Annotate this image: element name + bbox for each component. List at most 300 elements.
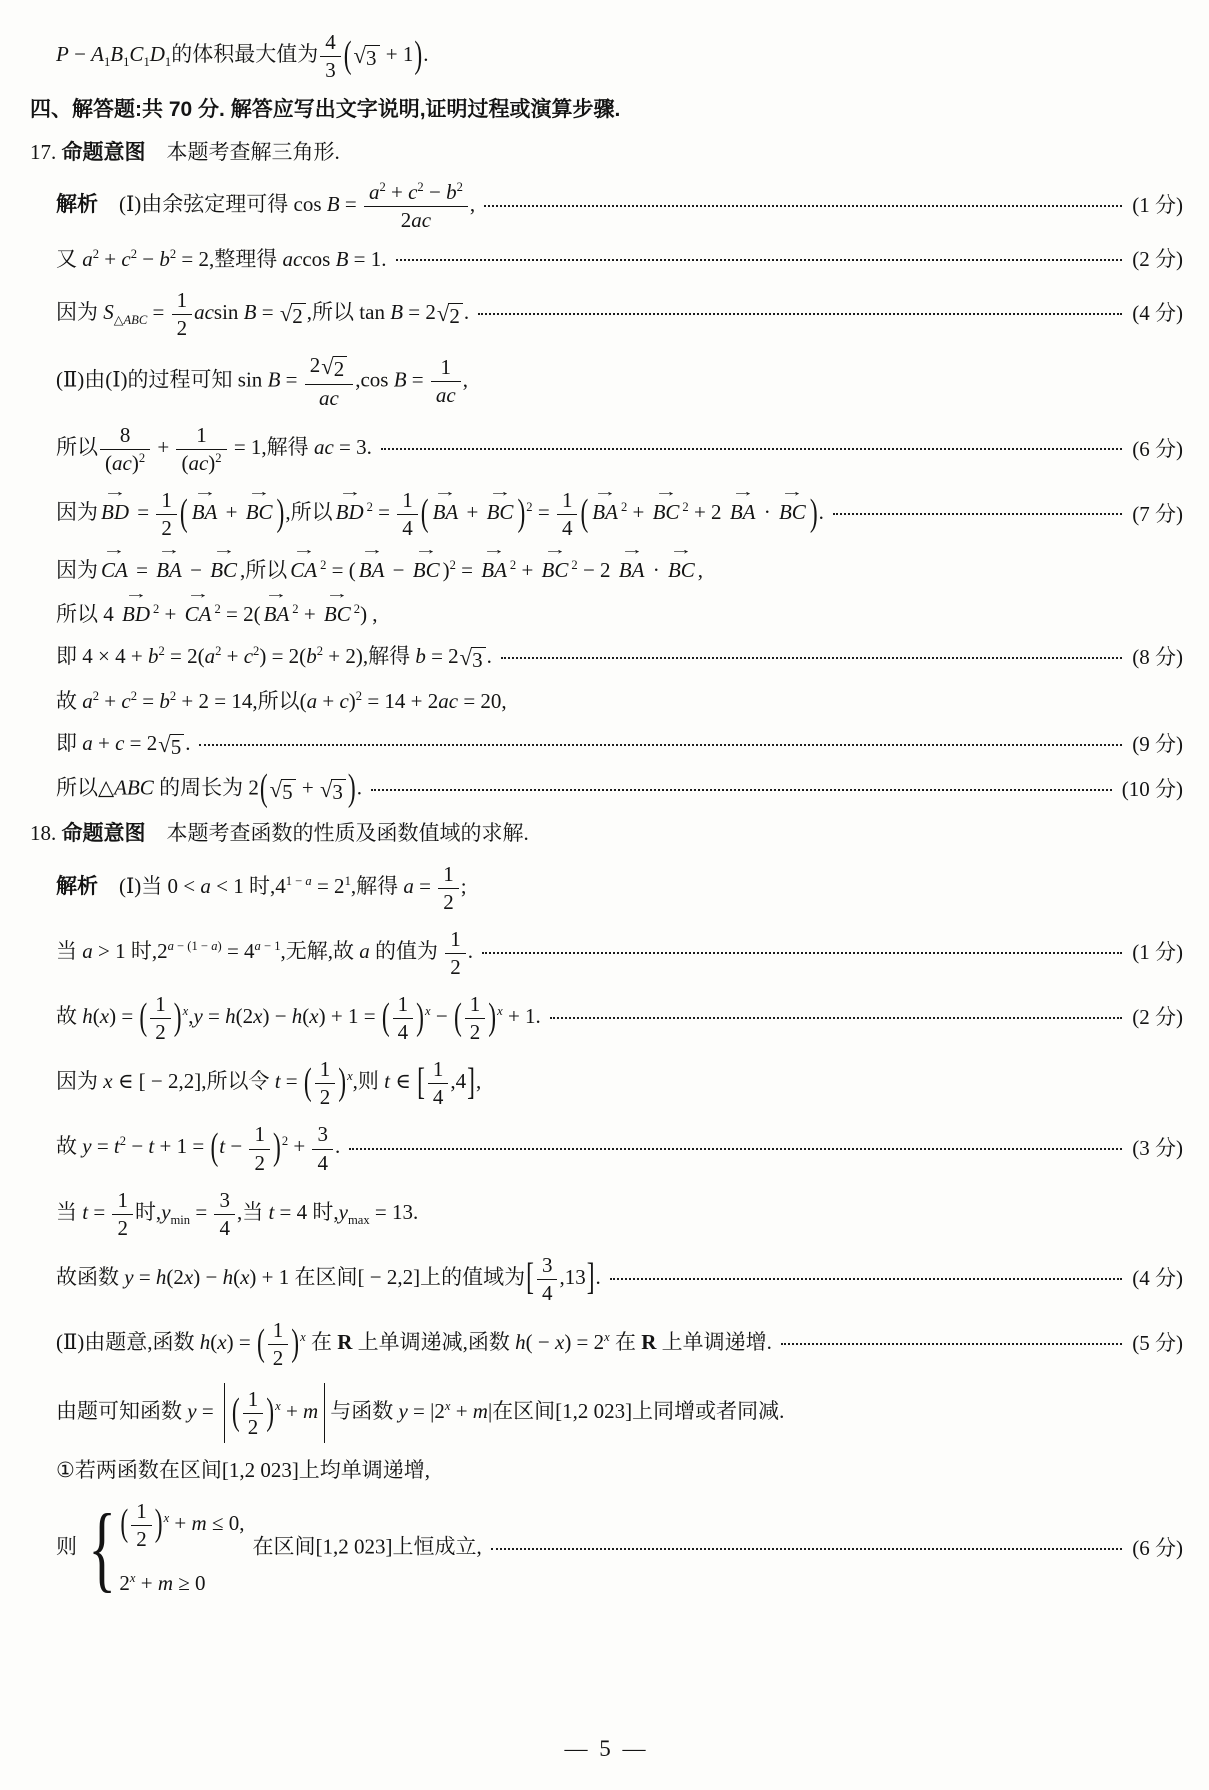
- text-run: = 2(: [220, 601, 261, 626]
- math-variable: ac: [188, 451, 209, 476]
- big-delimiter: (: [420, 492, 429, 535]
- math-variable: b: [159, 247, 170, 272]
- radical-sign: √: [321, 353, 334, 379]
- score-marker: (5 分): [1132, 1331, 1183, 1356]
- text-run: 2: [130, 247, 138, 262]
- text-run: 因为: [56, 500, 98, 525]
- big-delimiter: (: [381, 996, 390, 1039]
- text-run: 1: [143, 55, 150, 70]
- vector-term: → BC: [246, 496, 273, 527]
- text-run: −: [68, 41, 92, 66]
- text-run: +: [516, 557, 539, 582]
- fraction-denominator: [305, 385, 353, 410]
- text-run: ,当: [236, 1199, 269, 1224]
- line-content: [56, 1188, 418, 1240]
- text-run: 5: [282, 779, 293, 804]
- text-run: = 2: [403, 299, 436, 324]
- text-run: =: [372, 500, 396, 525]
- big-delimiter: (: [179, 492, 188, 535]
- radical-sign: √: [353, 43, 366, 69]
- big-delimiter: ): [488, 996, 497, 1039]
- text-run: 1: [247, 1387, 259, 1412]
- text-run: 2: [417, 179, 424, 194]
- solution-line: [30, 288, 1183, 340]
- text-run: −: [184, 557, 208, 582]
- text-run: .: [486, 644, 492, 669]
- fraction: [320, 30, 341, 82]
- cases-group: [79, 1494, 245, 1602]
- text-run: =: [280, 367, 303, 392]
- text-run: 的体积最大值为: [171, 41, 319, 66]
- radical-sign: √: [279, 300, 293, 326]
- math-variable: ac: [411, 208, 432, 233]
- sqrt-radical: [279, 300, 306, 329]
- cases-brace: {: [88, 1494, 117, 1602]
- radicand: [331, 779, 346, 805]
- math-variable: c: [121, 247, 131, 272]
- solution-line: [30, 862, 1183, 914]
- vector-term: → BC: [413, 554, 440, 585]
- text-run: =: [137, 688, 160, 713]
- text-run: 上单调递减,函数: [352, 1329, 516, 1354]
- dotted-leader: [349, 1148, 1122, 1150]
- text-run: 1: [136, 1498, 147, 1523]
- text-run: 1: [196, 423, 207, 448]
- text-run: 2: [509, 557, 517, 572]
- text-run: 2: [158, 644, 165, 659]
- math-variable: h: [291, 1003, 303, 1028]
- text-run: ;: [460, 873, 467, 898]
- fraction: [172, 288, 193, 340]
- solution-line: [30, 1188, 1183, 1240]
- fraction-numerator: [112, 1188, 133, 1215]
- math-variable: ac: [313, 435, 334, 460]
- big-delimiter: ): [414, 34, 423, 77]
- text-run: 的值为: [369, 938, 444, 963]
- math-variable: ac: [435, 383, 456, 408]
- solution-line: [30, 30, 1183, 82]
- big-delimiter: (: [259, 768, 268, 810]
- math-variable: x: [347, 1069, 353, 1084]
- text-run: 2: [155, 1020, 166, 1045]
- text-run: +: [220, 500, 243, 525]
- text-run: ) =: [109, 1003, 139, 1028]
- line-content: [30, 95, 620, 124]
- text-run: +: [92, 731, 116, 756]
- score-marker: (2 分): [1132, 1005, 1183, 1030]
- radical-sign: √: [436, 300, 450, 326]
- text-run: 2: [254, 1150, 265, 1175]
- bold-label: 解析: [56, 192, 98, 216]
- text-run: =: [339, 191, 362, 216]
- math-variable: t: [219, 1134, 226, 1159]
- vector-term: → BC: [668, 554, 695, 585]
- text-run: ∈ [ − 2,2],所以令: [112, 1069, 275, 1094]
- fraction-denominator: [312, 1150, 333, 1175]
- text-run: 1: [176, 287, 188, 312]
- text-run: ) = 2(: [259, 644, 307, 669]
- text-run: = 1.: [348, 247, 387, 272]
- text-run: =: [202, 1003, 226, 1028]
- fraction-denominator: [397, 515, 418, 540]
- fraction-numerator: [305, 353, 353, 385]
- solution-line: [30, 138, 1183, 167]
- text-run: 3: [366, 46, 377, 71]
- text-run: = 14 + 2: [362, 688, 439, 713]
- text-run: (: [181, 451, 189, 476]
- text-run: (Ⅰ)由余弦定理可得 cos: [98, 191, 327, 216]
- text-run: ) = 2: [564, 1329, 605, 1354]
- text-run: + 1 =: [154, 1134, 210, 1159]
- fraction: [315, 1057, 336, 1109]
- text-run: 3: [325, 58, 336, 83]
- text-run: 2: [253, 644, 260, 659]
- text-run: −: [126, 1134, 149, 1159]
- math-variable: x: [129, 1570, 136, 1585]
- line-content: [56, 927, 473, 979]
- text-run: ,: [469, 191, 476, 216]
- big-delimiter: (: [231, 1391, 240, 1434]
- vector-term: → BD: [101, 496, 129, 527]
- text-run: ( −: [525, 1329, 555, 1354]
- text-run: ·: [758, 500, 776, 525]
- math-variable: b: [147, 644, 159, 669]
- fraction: [431, 355, 461, 407]
- text-run: =: [88, 1199, 111, 1224]
- text-run: .: [467, 938, 474, 963]
- vector-term: → BD: [122, 598, 150, 629]
- text-run: 2: [571, 557, 578, 572]
- bold-label: 四、解答题:共 70 分. 解答应写出文字说明,证明过程或演算步骤.: [30, 98, 621, 122]
- line-content: [56, 992, 541, 1044]
- math-variable: x: [554, 1329, 565, 1354]
- text-run: +: [280, 1399, 304, 1424]
- text-run: ): [348, 688, 356, 713]
- text-run: +: [99, 247, 122, 272]
- text-run: 因为: [56, 299, 104, 324]
- fraction: [305, 353, 353, 410]
- text-run: (Ⅱ)由(Ⅰ)的过程可知 sin: [56, 367, 268, 392]
- text-run: 2: [469, 1020, 481, 1045]
- radicand: [365, 45, 380, 71]
- text-run: .: [595, 1264, 601, 1289]
- solution-line: [30, 819, 1183, 848]
- text-run: 17.: [30, 139, 62, 164]
- text-run: ,解得: [350, 873, 404, 898]
- radicand: [170, 734, 185, 760]
- text-run: ,无解,故: [280, 938, 360, 963]
- math-variable: ABC: [114, 775, 154, 800]
- radicand: [448, 303, 463, 329]
- text-run: 故: [56, 1003, 83, 1028]
- big-delimiter: ]: [586, 1257, 595, 1299]
- text-run: 2: [353, 601, 361, 616]
- text-run: 时,: [134, 1199, 162, 1224]
- big-delimiter: ): [347, 768, 356, 810]
- text-run: = 20,: [458, 688, 507, 713]
- fraction-numerator: [131, 1499, 152, 1526]
- math-variable: y: [82, 1134, 92, 1159]
- math-variable: a: [167, 938, 174, 953]
- text-run: − 1: [260, 938, 281, 953]
- big-delimiter: (: [303, 1061, 312, 1104]
- text-run: = 2: [425, 644, 459, 669]
- solution-line: [30, 687, 1183, 716]
- line-content: [56, 245, 387, 274]
- math-variable: B: [326, 191, 340, 216]
- text-run: (Ⅱ)由题意,函数: [56, 1329, 200, 1354]
- big-delimiter: [: [417, 1061, 425, 1104]
- text-run: 1: [561, 488, 573, 513]
- text-run: ,cos: [355, 367, 394, 392]
- subscript: [171, 1213, 191, 1227]
- text-run: (Ⅰ)当 0 <: [98, 873, 201, 898]
- math-variable: x: [425, 1003, 431, 1018]
- text-run: 2: [333, 356, 345, 381]
- math-variable: m: [157, 1570, 173, 1595]
- text-run: 2: [117, 1215, 128, 1240]
- fraction-numerator: [393, 992, 414, 1019]
- text-run: 2: [309, 352, 321, 377]
- text-run: 2: [247, 1415, 259, 1440]
- fraction: [557, 488, 578, 540]
- vector-term: → BA: [156, 554, 182, 585]
- superscript: [286, 874, 312, 888]
- fraction-denominator: [100, 450, 150, 475]
- fraction: [268, 1318, 289, 1370]
- fraction: [214, 1188, 235, 1240]
- math-variable: m: [303, 1399, 319, 1424]
- solution-line: [30, 1122, 1183, 1174]
- text-run: .: [463, 299, 470, 324]
- math-variable: c: [115, 731, 125, 756]
- text-run: ) ,: [360, 601, 378, 626]
- line-content: [56, 554, 703, 585]
- text-run: 2: [136, 1526, 147, 1551]
- line-content: [56, 1057, 481, 1109]
- solution-line: [30, 245, 1183, 274]
- fraction: [176, 423, 226, 475]
- cases-rows: [119, 1499, 244, 1599]
- dotted-leader: [781, 1343, 1122, 1345]
- fraction-numerator: [176, 423, 226, 450]
- math-variable: a: [200, 873, 211, 898]
- math-variable: a: [359, 938, 370, 963]
- fraction-denominator: [249, 1150, 270, 1175]
- big-delimiter: ): [173, 996, 182, 1039]
- text-run: 4: [317, 1150, 328, 1175]
- solution-line: [30, 180, 1183, 232]
- text-run: 1: [344, 873, 351, 888]
- math-variable: h: [515, 1329, 526, 1354]
- math-variable: h: [82, 1003, 93, 1028]
- fraction: [537, 1253, 558, 1305]
- vector-term: → BA: [730, 496, 756, 527]
- line-content: [56, 180, 475, 232]
- fraction-denominator: [364, 207, 468, 232]
- superscript: [215, 451, 221, 465]
- text-run: 又: [56, 247, 83, 272]
- sqrt-radical: [354, 45, 380, 71]
- solution-lines: [30, 30, 1183, 1722]
- text-run: 在: [305, 1329, 338, 1354]
- text-run: = 4: [221, 938, 255, 963]
- text-run: =: [190, 1199, 213, 1224]
- fraction: [465, 992, 486, 1044]
- line-content: [56, 687, 507, 716]
- text-run: 4: [397, 1020, 409, 1045]
- text-run: 2: [526, 500, 533, 515]
- text-run: +: [296, 775, 319, 800]
- text-run: ,13: [559, 1264, 586, 1289]
- math-variable: A: [91, 41, 104, 66]
- text-run: +: [135, 1570, 158, 1595]
- text-run: 2: [169, 688, 177, 703]
- big-delimiter: (: [256, 1322, 265, 1365]
- fraction: [100, 423, 150, 475]
- math-variable: x: [217, 1329, 227, 1354]
- solution-line: [30, 992, 1183, 1044]
- big-delimiter: ]: [467, 1061, 475, 1104]
- fraction-denominator: [176, 450, 226, 475]
- text-run: 与函数: [330, 1399, 399, 1424]
- fraction-numerator: [431, 355, 461, 382]
- big-delimiter: ): [154, 1503, 163, 1545]
- math-variable: ac: [282, 247, 303, 272]
- fraction-numerator: [100, 423, 150, 450]
- math-variable: ABC: [123, 312, 148, 327]
- text-run: =: [91, 1134, 114, 1159]
- text-run: 当: [56, 938, 83, 963]
- math-variable: t: [113, 1134, 120, 1159]
- vector-term: → CA: [185, 598, 212, 629]
- dotted-leader: [199, 744, 1122, 746]
- math-variable: c: [339, 688, 349, 713]
- text-run: ) =: [226, 1329, 256, 1354]
- text-run: ,: [188, 1003, 194, 1028]
- text-run: 2: [215, 644, 222, 659]
- text-run: ∈: [390, 1069, 417, 1094]
- vector-term: → BA: [619, 554, 645, 585]
- line-content: [56, 1318, 772, 1370]
- text-run: 2: [138, 451, 146, 466]
- superscript: [139, 451, 145, 465]
- text-run: 2: [355, 688, 363, 703]
- cases-row: [119, 1499, 244, 1551]
- radicand: [333, 356, 348, 382]
- math-variable: h: [225, 1003, 236, 1028]
- text-run: +: [99, 688, 122, 713]
- line-content: [56, 423, 372, 475]
- text-run: 2: [292, 303, 303, 328]
- fraction-denominator: [428, 1084, 449, 1109]
- superscript: [168, 939, 222, 953]
- text-run: =: [132, 500, 155, 525]
- text-run: 4: [402, 516, 413, 541]
- math-variable: y: [193, 1003, 203, 1028]
- text-run: ,所以: [285, 500, 333, 525]
- text-run: 3: [541, 1252, 553, 1277]
- text-run: +: [152, 435, 175, 460]
- text-run: +: [450, 1399, 473, 1424]
- text-run: 1: [104, 55, 111, 70]
- math-variable: b: [446, 179, 457, 204]
- big-delimiter: ): [272, 1126, 281, 1169]
- math-variable: x: [99, 1003, 110, 1028]
- fraction-numerator: [214, 1188, 235, 1215]
- math-variable: x: [240, 1264, 250, 1289]
- text-run: 所以: [56, 435, 98, 460]
- big-delimiter: (: [139, 996, 148, 1039]
- math-variable: C: [129, 41, 144, 66]
- math-variable: b: [306, 644, 317, 669]
- text-run: 2: [620, 500, 628, 515]
- math-variable: y: [398, 1399, 408, 1424]
- absolute-value-group: [224, 1383, 325, 1443]
- vector-term: → BA: [592, 496, 618, 527]
- dotted-leader: [491, 1548, 1123, 1550]
- fraction-numerator: [315, 1057, 336, 1084]
- line-content: [56, 1253, 601, 1305]
- radicand: [281, 779, 296, 805]
- subscript: [114, 313, 147, 327]
- text-run: ): [442, 557, 450, 582]
- text-run: 上单调递增.: [656, 1329, 772, 1354]
- vector-term: → BA: [192, 496, 218, 527]
- text-run: + 1: [380, 41, 414, 66]
- text-run: 在区间[1,2 023]上恒成立,: [252, 1534, 482, 1559]
- solution-line: [30, 1057, 1183, 1109]
- text-run: − (1 −: [173, 938, 212, 953]
- solution-line: [30, 598, 1183, 629]
- text-run: cos: [302, 247, 336, 272]
- math-variable: x: [275, 1399, 281, 1414]
- big-delimiter: (: [580, 492, 589, 535]
- text-run: 2: [169, 247, 177, 262]
- solution-line: [30, 1383, 1183, 1443]
- text-run: 1 −: [285, 873, 306, 888]
- text-run: |在区间[1,2 023]上同增或者同减.: [487, 1399, 785, 1424]
- text-run: 8: [119, 423, 131, 448]
- text-run: = 13.: [369, 1199, 419, 1224]
- text-run: =: [455, 557, 479, 582]
- math-variable: B: [243, 299, 257, 324]
- math-variable: a: [305, 873, 312, 888]
- dotted-leader: [396, 259, 1123, 261]
- text-run: 1: [117, 1187, 128, 1212]
- text-run: = 2(: [164, 644, 205, 669]
- fraction-denominator: [112, 1215, 133, 1240]
- radical-sign: √: [319, 776, 333, 802]
- fraction-numerator: [249, 1122, 270, 1149]
- text-run: 2: [292, 601, 299, 616]
- sqrt-radical: [321, 353, 347, 382]
- text-run: ≤ 0,: [206, 1510, 245, 1535]
- text-run: 4: [561, 516, 573, 541]
- text-run: 则: [56, 1534, 77, 1559]
- math-variable: c: [408, 179, 418, 204]
- text-run: 2: [449, 557, 456, 572]
- text-run: ,: [462, 367, 468, 392]
- solution-line: [30, 729, 1183, 760]
- cases-row: [119, 1569, 205, 1598]
- fraction-denominator: [431, 382, 461, 407]
- line-content: [56, 1494, 482, 1602]
- text-run: 3: [317, 1122, 328, 1147]
- big-delimiter: ): [416, 996, 424, 1039]
- math-variable: B: [335, 247, 349, 272]
- radicand: [471, 647, 486, 673]
